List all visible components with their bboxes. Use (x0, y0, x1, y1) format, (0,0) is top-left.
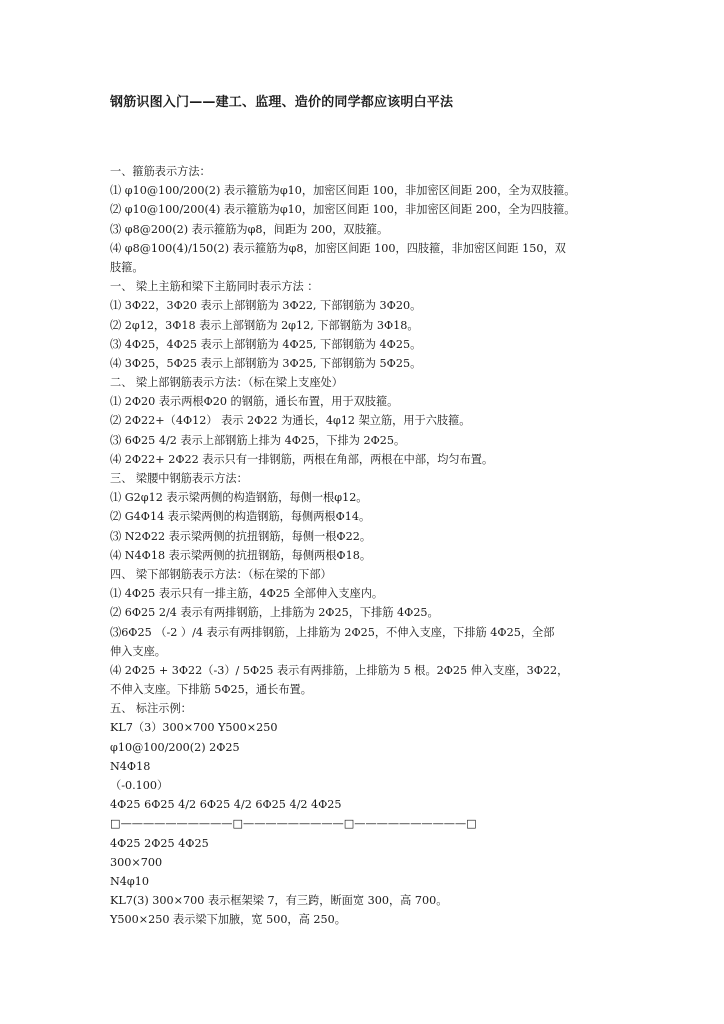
text-line: ⑵ φ10@100/200(4) 表示箍筋为φ10，加密区间距 100，非加密区间距 200，全为四肢箍。 (110, 203, 576, 217)
text-line: ⑷ 3Φ25，5Φ25 表示上部钢筋为 3Φ25, 下部钢筋为 5Φ25。 (110, 356, 422, 370)
section-heading-web-bars: 三、 梁腰中钢筋表示方法： (110, 472, 248, 485)
text-line: ⑵ G4Φ14 表示梁两侧的构造钢筋，每侧两根Φ14。 (110, 510, 371, 524)
text-line: ⑷ 2Φ25 + 3Φ22（-3）/ 5Φ25 表示有两排筋，上排筋为 5 根。2Φ25 伸入支座，3Φ22， (110, 663, 569, 677)
text-line: ⑷ N4Φ18 表示梁两侧的抗扭钢筋，每侧两根Φ18。 (110, 548, 372, 562)
text-line: ⑵ 2Φ22+（4Φ12） 表示 2Φ22 为通长，4φ12 架立筋，用于六肢箍。 (110, 414, 471, 428)
beam-span-diagram-line: □——————————□—————————□——————————□ (110, 817, 477, 831)
text-line: ⑶ 6Φ25 4/2 表示上部钢筋上排为 4Φ25，下排为 2Φ25。 (110, 433, 406, 447)
text-line: ⑷ φ8@100(4)/150(2) 表示箍筋为φ8，加密区间距 100，四肢箍，非加密区间距 150，双 (110, 241, 566, 255)
text-line: ⑴ 2Φ20 表示两根Φ20 的钢筋，通长布置，用于双肢箍。 (110, 395, 399, 409)
text-line: ⑴ 3Φ22，3Φ20 表示上部钢筋为 3Φ22, 下部钢筋为 3Φ20。 (110, 299, 422, 313)
text-line: Y500×250 表示梁下加腋，宽 500，高 250。 (110, 913, 346, 927)
text-line: ⑵ 2φ12，3Φ18 表示上部钢筋为 2φ12, 下部钢筋为 3Φ18。 (110, 318, 419, 332)
text-line: ⑵ 6Φ25 2/4 表示有两排钢筋，上排筋为 2Φ25，下排筋 4Φ25。 (110, 606, 439, 620)
text-line: 300×700 (110, 855, 163, 869)
text-line: N4φ10 (110, 874, 149, 888)
text-line: 伸入支座。 (110, 644, 166, 658)
text-line: ⑶6Φ25 （-2 ）/4 表示有两排钢筋，上排筋为 2Φ25，不伸入支座，下排筋 4Φ25，全部 (110, 625, 555, 639)
text-line: 不伸入支座。下排筋 5Φ25，通长布置。 (110, 683, 312, 697)
text-line: ⑷ 2Φ22+ 2Φ22 表示只有一排钢筋，两根在角部，两根在中部，均匀布置。 (110, 452, 494, 466)
section-heading-stirrups: 一、箍筋表示方法： (110, 165, 211, 178)
text-line: 肢箍。 (110, 260, 144, 274)
text-line: （-0.100） (110, 779, 169, 792)
text-line: φ10@100/200(2) 2Φ25 (110, 740, 240, 754)
text-line: ⑶ φ8@200(2) 表示箍筋为φ8，间距为 200，双肢箍。 (110, 222, 389, 236)
document-title: 钢筋识图入门——建工、监理、造价的同学都应该明白平法 (110, 95, 454, 110)
document-body (110, 162, 630, 930)
text-line: N4Φ18 (110, 759, 151, 773)
section-heading-example: 五、 标注示例： (110, 702, 192, 716)
section-heading-main-bars: 一、 梁上主筋和梁下主筋同时表示方法 ： (110, 280, 319, 294)
text-line: ⑴ G2φ12 表示梁两侧的构造钢筋，每侧一根φ12。 (110, 491, 368, 505)
text-line: KL7（3）300×700 Y500×250 (110, 721, 278, 735)
text-line: ⑴ φ10@100/200(2) 表示箍筋为φ10，加密区间距 100，非加密区间距 200，全为双肢箍。 (110, 184, 576, 198)
text-line: 4Φ25 2Φ25 4Φ25 (110, 836, 209, 850)
text-line: ⑶ N2Φ22 表示梁两侧的抗扭钢筋，每侧一根Φ22。 (110, 529, 372, 543)
section-heading-top-bars: 二、 梁上部钢筋表示方法：（标在梁上支座处） (110, 376, 343, 390)
text-line: 4Φ25 6Φ25 4/2 6Φ25 4/2 6Φ25 4/2 4Φ25 (110, 798, 342, 812)
text-line: KL7(3) 300×700 表示框架梁 7，有三跨，断面宽 300，高 700。 (110, 894, 448, 908)
section-heading-bottom-bars: 四、 梁下部钢筋表示方法：（标在梁的下部） (110, 567, 332, 581)
text-line: ⑴ 4Φ25 表示只有一排主筋，4Φ25 全部伸入支座内。 (110, 587, 384, 601)
text-line: ⑶ 4Φ25，4Φ25 表示上部钢筋为 4Φ25, 下部钢筋为 4Φ25。 (110, 337, 422, 351)
